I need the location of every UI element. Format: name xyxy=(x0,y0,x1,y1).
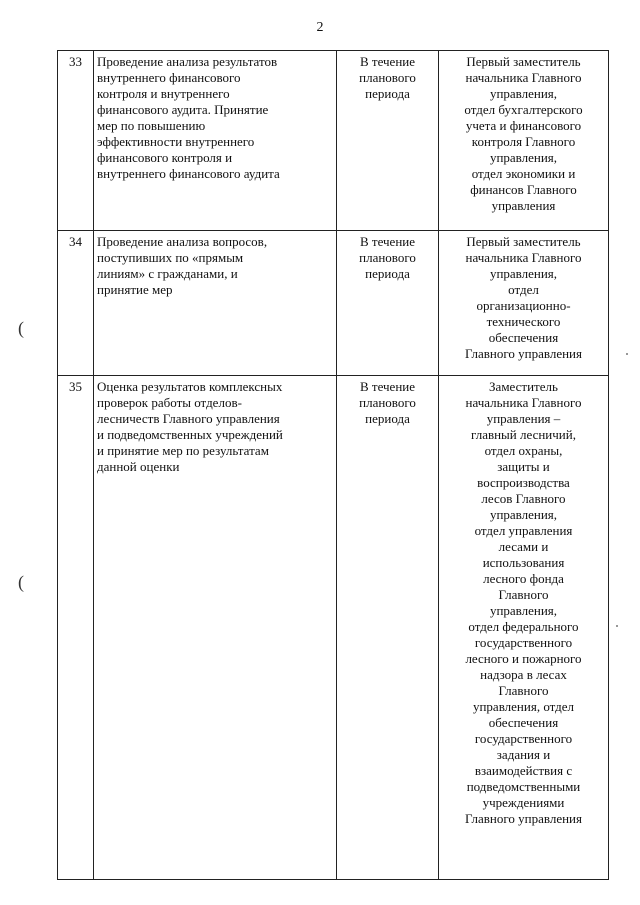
responsible-executors xyxy=(439,231,609,376)
responsible-line: управления – xyxy=(486,411,561,426)
responsible-line: управления, xyxy=(489,150,558,165)
responsible-line: организационно- xyxy=(476,298,571,313)
responsible-line: отдел охраны, xyxy=(484,443,563,458)
task-line: мер по повышению xyxy=(97,118,206,133)
term-line: В течение xyxy=(359,234,416,249)
task-line: и подведомственных учреждений xyxy=(97,427,283,442)
task-line: лесничеств Главного управления xyxy=(97,411,280,426)
responsible-line: начальника Главного xyxy=(465,250,582,265)
row-number: 35 xyxy=(58,376,94,880)
responsible-line: Главного управления xyxy=(465,811,582,826)
responsible-line: Первый заместитель xyxy=(466,234,581,249)
responsible-line: воспроизводства xyxy=(477,475,570,490)
responsible-line: технического xyxy=(486,314,561,329)
task-line: Проведение анализа результатов xyxy=(97,54,278,69)
responsible-line: начальника Главного xyxy=(465,70,582,85)
responsible-line: государственного xyxy=(474,635,573,650)
responsible-line: отдел бухгалтерского xyxy=(464,102,583,117)
responsible-line: управления, xyxy=(489,507,558,522)
responsible-line: учета и финансового xyxy=(465,118,582,133)
term-line: планового xyxy=(359,70,416,85)
task-line: принятие мер xyxy=(97,282,173,297)
responsible-line: Главного xyxy=(498,587,549,602)
plan-table xyxy=(57,50,609,880)
responsible-line: учреждениями xyxy=(482,795,565,810)
responsible-line: управления xyxy=(491,198,556,213)
responsible-line: управления, xyxy=(489,266,558,281)
task-line: эффективности внутреннего xyxy=(97,134,255,149)
responsible-line: лесного фонда xyxy=(483,571,564,586)
responsible-line: отдел управления xyxy=(474,523,573,538)
responsible-line: задания и xyxy=(496,747,551,762)
responsible-line: Главного управления xyxy=(465,346,582,361)
term-line: В течение xyxy=(359,379,416,394)
term-line: планового xyxy=(359,250,416,265)
task-line: данной оценки xyxy=(97,459,180,474)
responsible-line: подведомственными xyxy=(466,779,581,794)
execution-term xyxy=(337,51,439,231)
term-line: периода xyxy=(365,411,410,426)
responsible-line: обеспечения xyxy=(488,715,559,730)
table-row xyxy=(58,51,609,231)
responsible-line: защиты и xyxy=(497,459,550,474)
responsible-line: надзора в лесах xyxy=(480,667,567,682)
task-line: финансового аудита. Принятие xyxy=(97,102,269,117)
responsible-line: лесного и пожарного xyxy=(465,651,582,666)
responsible-executors xyxy=(439,51,609,231)
task-description xyxy=(94,51,337,231)
responsible-line: отдел федерального xyxy=(468,619,579,634)
responsible-line: финансов Главного xyxy=(470,182,577,197)
responsible-line: управления, отдел xyxy=(472,699,575,714)
task-description xyxy=(94,231,337,376)
task-line: проверок работы отделов- xyxy=(97,395,242,410)
responsible-line: лесов Главного xyxy=(481,491,566,506)
page-number: 2 xyxy=(316,20,324,35)
term-line: В течение xyxy=(359,54,416,69)
responsible-line: отдел экономики и xyxy=(471,166,576,181)
task-line: Проведение анализа вопросов, xyxy=(97,234,268,249)
term-line: периода xyxy=(365,266,410,281)
responsible-line: Заместитель xyxy=(489,379,558,394)
binder-hole-mark: ( xyxy=(18,572,24,592)
responsible-line: взаимодействия с xyxy=(474,763,573,778)
row-number: 34 xyxy=(58,231,94,376)
responsible-line: обеспечения xyxy=(488,330,559,345)
task-line: финансового контроля и xyxy=(97,150,233,165)
task-line: и принятие мер по результатам xyxy=(97,443,269,458)
task-line: внутреннего финансового xyxy=(97,70,241,85)
scan-speck xyxy=(626,353,628,355)
responsible-line: управления, xyxy=(489,86,558,101)
task-description xyxy=(94,376,337,880)
responsible-line: Главного xyxy=(498,683,549,698)
task-line: поступивших по «прямым xyxy=(97,250,244,265)
plan-table-body xyxy=(58,51,609,880)
term-line: периода xyxy=(365,86,410,101)
task-line: контроля и внутреннего xyxy=(97,86,230,101)
responsible-line: использования xyxy=(482,555,565,570)
responsible-line: государственного xyxy=(474,731,573,746)
table-row xyxy=(58,376,609,880)
responsible-line: лесами и xyxy=(498,539,549,554)
responsible-line: начальника Главного xyxy=(465,395,582,410)
task-line: Оценка результатов комплексных xyxy=(97,379,283,394)
row-number: 33 xyxy=(58,51,94,231)
execution-term xyxy=(337,376,439,880)
table-row xyxy=(58,231,609,376)
responsible-line: контроля Главного xyxy=(471,134,576,149)
responsible-line: управления, xyxy=(489,603,558,618)
responsible-line: главный лесничий, xyxy=(471,427,576,442)
responsible-line: отдел xyxy=(508,282,539,297)
responsible-executors xyxy=(439,376,609,880)
term-line: планового xyxy=(359,395,416,410)
responsible-line: Первый заместитель xyxy=(466,54,581,69)
task-line: линиям» с гражданами, и xyxy=(97,266,238,281)
execution-term xyxy=(337,231,439,376)
task-line: внутреннего финансового аудита xyxy=(97,166,280,181)
binder-hole-mark: ( xyxy=(18,318,24,338)
scan-speck xyxy=(616,625,618,627)
